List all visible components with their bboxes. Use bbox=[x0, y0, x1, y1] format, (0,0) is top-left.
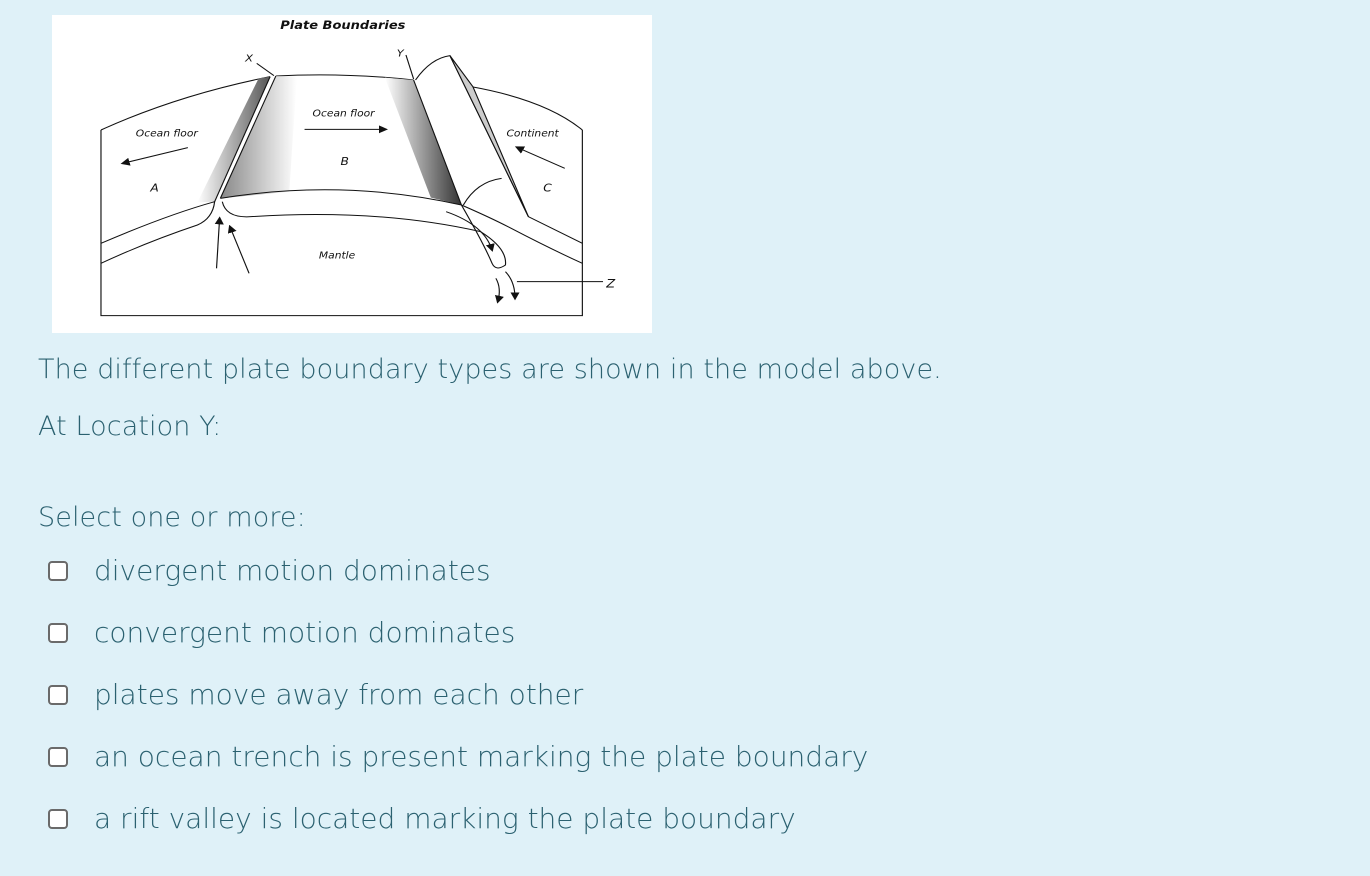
question-text: The different plate boundary types are shown in the model above. bbox=[38, 354, 942, 385]
label-mantle: Mantle bbox=[318, 250, 356, 262]
label-continent: Continent bbox=[506, 129, 559, 140]
label-ocean-floor-left: Ocean floor bbox=[135, 129, 198, 140]
option-label: divergent motion dominates bbox=[94, 554, 491, 587]
label-a: A bbox=[150, 181, 159, 195]
label-y: Y bbox=[396, 47, 404, 60]
diagram-title: Plate Boundaries bbox=[280, 18, 406, 32]
label-z: Z bbox=[606, 277, 616, 291]
checkbox[interactable] bbox=[48, 685, 68, 705]
checkbox[interactable] bbox=[48, 623, 68, 643]
option-label: an ocean trench is present marking the plate boundary bbox=[94, 740, 869, 773]
option-divergent-motion[interactable] bbox=[48, 554, 491, 587]
question-prompt: At Location Y: bbox=[38, 411, 222, 442]
label-ocean-floor-center: Ocean floor bbox=[312, 109, 375, 120]
option-label: plates move away from each other bbox=[94, 678, 584, 711]
label-c: C bbox=[543, 181, 552, 195]
select-instruction: Select one or more: bbox=[38, 502, 306, 533]
diagram-drawing bbox=[52, 15, 652, 333]
option-plates-move-away[interactable] bbox=[48, 678, 583, 711]
option-label: convergent motion dominates bbox=[94, 616, 516, 649]
option-ocean-trench[interactable] bbox=[48, 740, 868, 773]
option-convergent-motion[interactable] bbox=[48, 616, 515, 649]
option-rift-valley[interactable] bbox=[48, 802, 796, 835]
checkbox[interactable] bbox=[48, 809, 68, 829]
checkbox[interactable] bbox=[48, 747, 68, 767]
label-x: X bbox=[245, 52, 253, 65]
label-b: B bbox=[340, 154, 349, 168]
checkbox[interactable] bbox=[48, 561, 68, 581]
plate-boundaries-diagram bbox=[52, 15, 652, 333]
option-label: a rift valley is located marking the plate boundary bbox=[94, 802, 796, 835]
